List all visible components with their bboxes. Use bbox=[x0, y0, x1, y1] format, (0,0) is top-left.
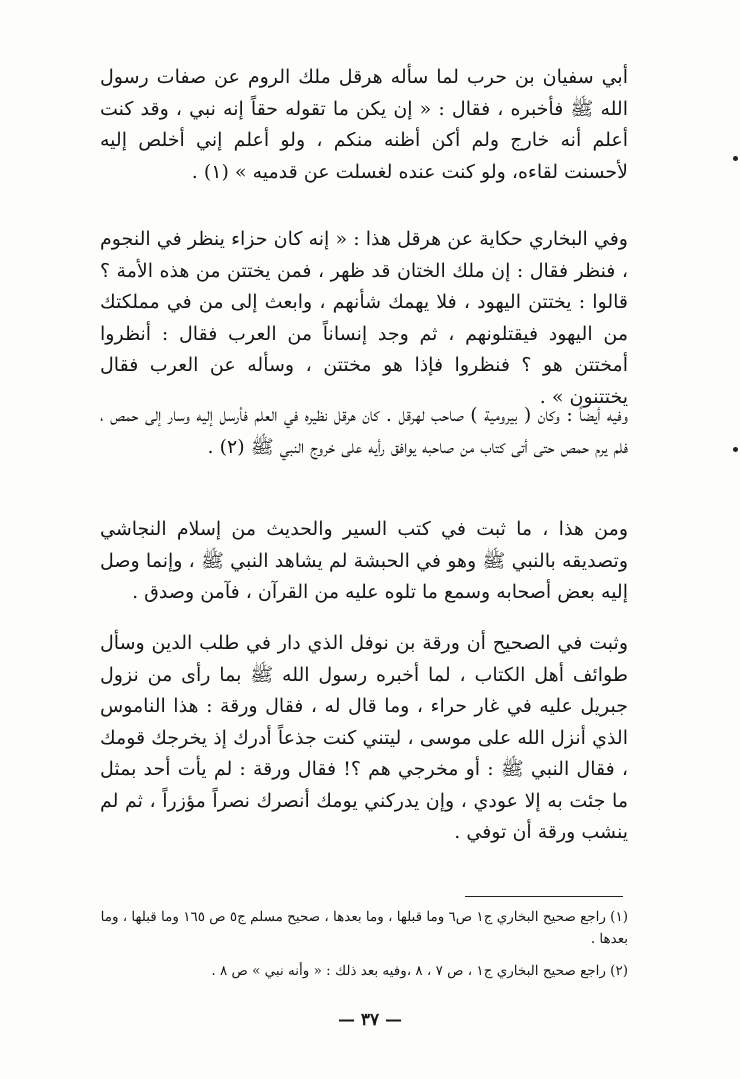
footnote-1: (١) راجع صحيح البخاري ج١ ص٦ وما قبلها ، وما بعدها ، صحيح مسلم ج٥ ص ١٦٥ وما قبلها ، وما بعدها . bbox=[100, 909, 628, 947]
scan-dot-mark bbox=[733, 447, 738, 452]
paragraph-waraqa-ibn-nawfal: وثبت في الصحيح أن ورقة بن نوفل الذي دار في طلب الدين وسأل طوائف أهل الكتاب ، لما أخبره رسول الله ﷺ بما رأى من نزول جبريل عليه في غار حراء ، وما قال له ، فقال ورقة : هذا الناموس الذي أنزل الله على موسى ، ليتني كنت جذعاً أدرك إذ يخرجك قومك ، فقال النبي ﷺ : أو مخرجي هم ؟! فقال ورقة : لم يأت أحد بمثل ما جئت به إلا عودي ، وإن يدركني يومك أنصرك نصراً مؤزراً ، ثم لم ينشب ورقة أن توفي . bbox=[100, 632, 628, 843]
footnote-2: (٢) راجع صحيح البخاري ج١ ، ص ٧ ، ٨ ،وفيه بعد ذلك : « وأنه نبي » ص ٨ . bbox=[211, 963, 628, 979]
paragraph-abu-sufyan-heraclius: أبي سفيان بن حرب لما سأله هرقل ملك الروم عن صفات رسول الله ﷺ فأخبره ، فقال : « إن يكن ما تقوله حقاً إنه نبي ، وقد كنت أعلم أنه خارج ولم أكن أظنه منكم ، ولو أعلم إني أخلص إليه لأحسنت لقاءه، ولو كنت عنده لغسلت عن قدميه » (١) . bbox=[100, 66, 628, 183]
paragraph-najashi: ومن هذا ، ما ثبت في كتب السير والحديث من إسلام النجاشي وتصديقه بالنبي ﷺ وهو في الحبشة لم يشاهد النبي ﷺ ، وإنما وصل إليه بعض أصحابه وسمع ما تلوه عليه من القرآن ، فآمن وصدق . bbox=[100, 518, 628, 603]
paragraph-heraclius-companion: وفيه أيضاً : وكان ( بيرومية ) صاحب لهرقل . كان هرقل نظيره في العلم فأرسل إليه وسار إلى حمص ، فلم يرم حمص حتى أتى كتاب من صاحبه يوافق رأيه على خروج النبي ﷺ (٢) . bbox=[100, 404, 628, 458]
footnote-separator bbox=[465, 896, 623, 897]
scan-dot-mark bbox=[733, 156, 738, 161]
paragraph-bukhari-circumcision: وفي البخاري حكاية عن هرقل هذا : « إنه كان حزاء ينظر في النجوم ، فنظر فقال : إن ملك الختان قد ظهر ، فمن يختتن من هذه الأمة ؟ قالوا : يختتن اليهود ، فلا يهمك شأنهم ، وابعث إلى من في مملكتك من اليهود فيقتلونهم ، ثم وجد إنساناً من العرب فقال : أنظروا أمختتن هو ؟ فنظروا فإذا هو مختتن ، وسأله عن العرب فقال يختتنون » . bbox=[100, 228, 628, 408]
page-number: — ٣٧ — bbox=[337, 1010, 403, 1030]
